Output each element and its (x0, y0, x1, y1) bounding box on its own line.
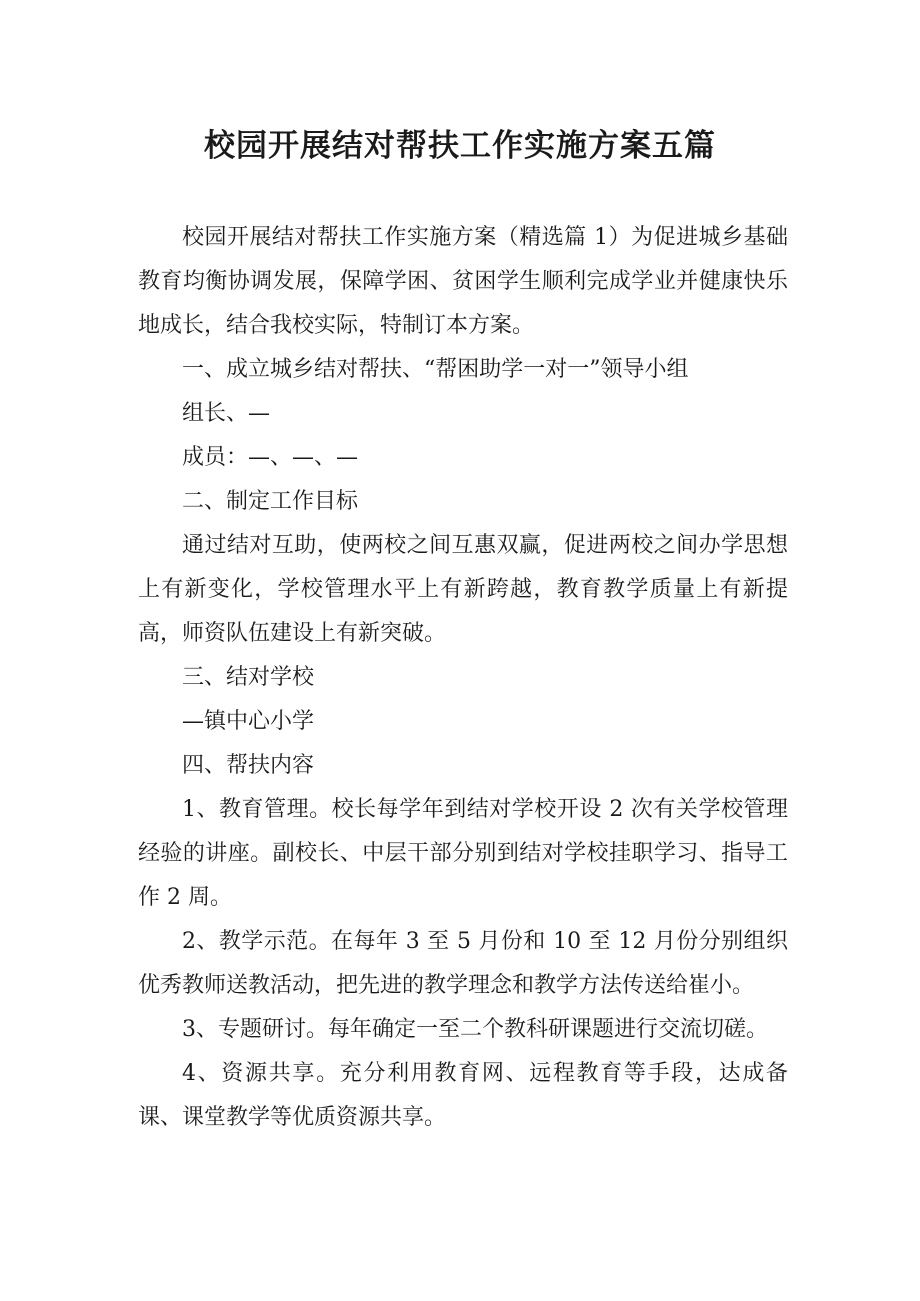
paragraph-intro: 校园开展结对帮扶工作实施方案（精选篇 1）为促进城乡基础教育均衡协调发展，保障学困、贫困学生顺利完成学业并健康快乐地成长，结合我校实际，特制订本方案。 (138, 225, 788, 338)
paragraph-item-2: 2、教学示范。在每年 3 至 5 月份和 10 至 12 月份分别组织优秀教师送教活动，把先进的教学理念和教学方法传送给崔小。 (138, 929, 788, 998)
heading-section-3: 三、结对学校 (182, 665, 315, 690)
paragraph-item-4: 4、资源共享。充分利用教育网、远程教育等手段，达成备课、课堂教学等优质资源共享。 (138, 1061, 788, 1130)
heading-section-1: 一、成立城乡结对帮扶、“帮困助学一对一”领导小组 (182, 357, 689, 382)
paragraph-members: 成员：—、—、— (182, 445, 359, 470)
paragraph-item-1: 1、教育管理。校长每学年到结对学校开设 2 次有关学校管理经验的讲座。副校长、中层干部分别到结对学校挂职学习、指导工作 2 周。 (138, 797, 788, 910)
paragraph-leader: 组长、— (182, 401, 271, 426)
heading-section-4: 四、帮扶内容 (182, 753, 315, 778)
paragraph-school: —镇中心小学 (182, 709, 315, 734)
document-title: 校园开展结对帮扶工作实施方案五篇 (204, 128, 716, 164)
heading-section-2: 二、制定工作目标 (182, 489, 359, 514)
paragraph-goals: 通过结对互助，使两校之间互惠双赢，促进两校之间办学思想上有新变化，学校管理水平上有新跨越，教育教学质量上有新提高，师资队伍建设上有新突破。 (138, 533, 788, 646)
document-body (138, 216, 788, 1140)
paragraph-item-3: 3、专题研讨。每年确定一至二个教科研课题进行交流切磋。 (182, 1017, 768, 1042)
